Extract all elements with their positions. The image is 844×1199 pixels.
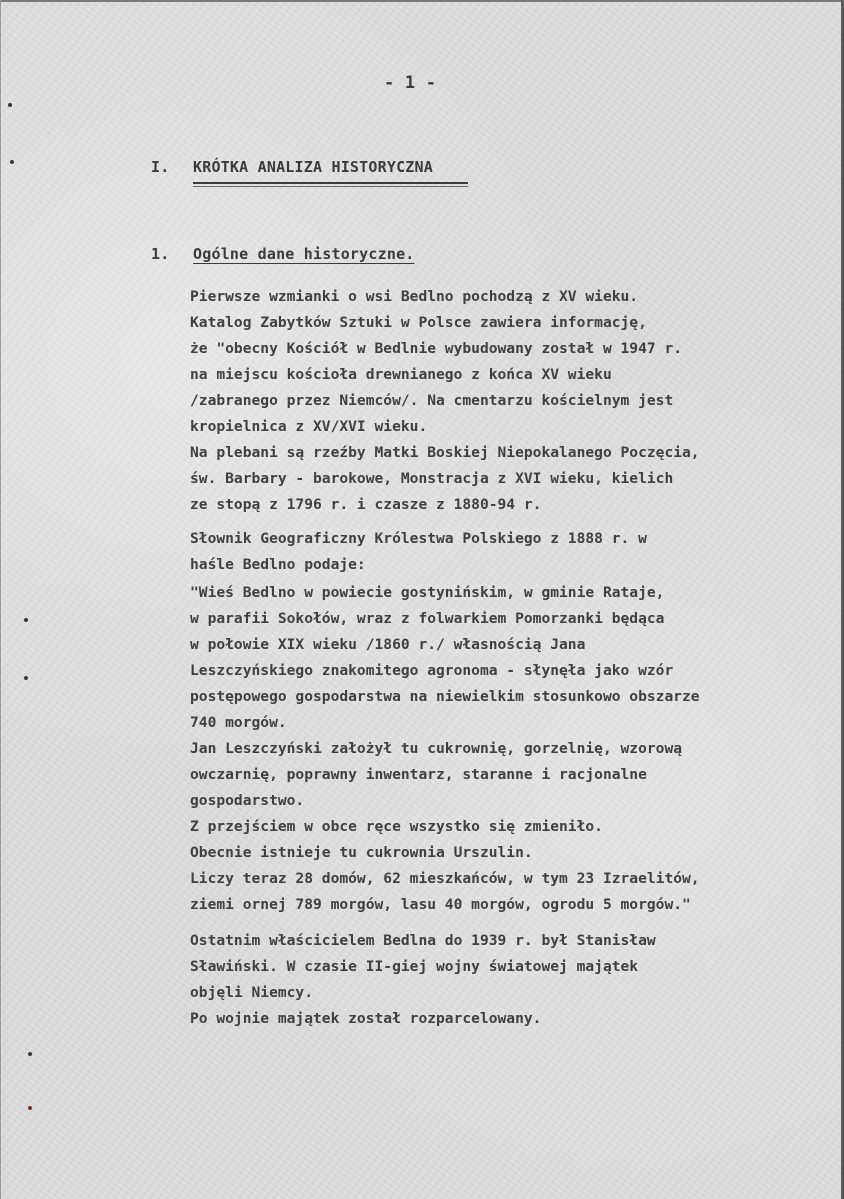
margin-punch-dot [8,103,12,107]
margin-punch-dot [28,1106,32,1110]
page-edge-top [0,0,844,2]
margin-punch-dot [24,676,28,680]
margin-punch-dot [28,1052,32,1056]
heading-number: I. [151,158,170,176]
page-edge-left [0,0,1,1199]
heading-title: KRÓTKA ANALIZA HISTORYCZNA [193,158,433,176]
page-number: - 1 - [384,73,437,93]
paragraph-historical-mentions: Pierwsze wzmianki o wsi Bedlno pochodzą z XV wieku. Katalog Zabytków Sztuki w Polsce zawiera informację, że "obecny Kościół w Bedlnie wybudowany został w 1947 r. na miejscu kościoła drewnianego z końca XV wieku /zabranego przez Niemców/. Na cmentarzu kościelnym jest kropielnica z XV/XVI wieku. Na plebani są rzeźby Matki Boskiej Niepokalanego Poczęcia, św. Barbary - barokowe, Monstracja z XVI wieku, kielich ze stopą z 1796 r. i czasze z 1880-94 r. [190,288,700,513]
margin-punch-dot [24,618,28,622]
margin-punch-dot [10,160,14,164]
subheading-number: 1. [151,245,170,263]
paragraph-last-owner: Ostatnim właścicielem Bedlna do 1939 r. był Stanisław Sławiński. W czasie II-giej wojny światowej majątek objęli Niemcy. Po wojnie majątek został rozparcelowany. [190,932,656,1027]
subheading-title: Ogólne dane historyczne. [193,245,415,263]
paragraph-geographic-dictionary-intro: Słownik Geograficzny Królestwa Polskiego z 1888 r. w haśle Bedlno podaje: [190,530,647,573]
paragraph-dictionary-quote: "Wieś Bedlno w powiecie gostynińskim, w gminie Rataje, w parafii Sokołów, wraz z folwarkiem Pomorzanki będąca w połowie XIX wieku /1860 r./ własnością Jana Leszczyńskiego znakomitego agronoma - słynęła jako wzór postępowego gospodarstwa na niewielkim stosunkowo obszarze 740 morgów. Jan Leszczyński założył tu cukrownię, gorzelnię, wzorową owczarnię, poprawny inwentarz, staranne i racjonalne gospodarstwo. Z przejściem w obce ręce wszystko się zmieniło. Obecnie istnieje tu cukrownia Urszulin. Liczy teraz 28 domów, 62 mieszkańców, w tym 23 Izraelitów, ziemi ornej 789 morgów, lasu 40 morgów, ogrodu 5 morgów." [190,584,700,913]
heading-underline-secondary [193,186,468,187]
heading-underline [193,182,468,184]
